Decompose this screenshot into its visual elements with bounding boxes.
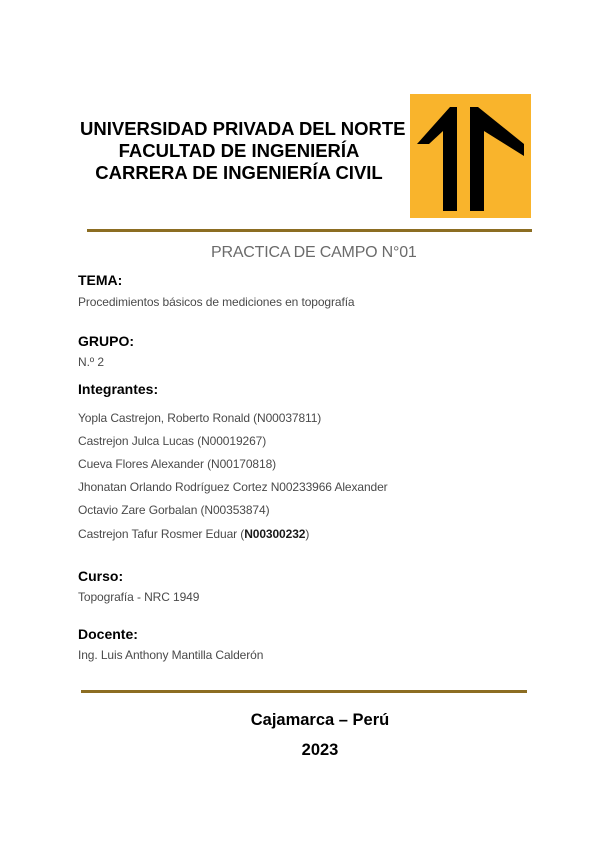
grupo-label: GRUPO: [78,333,134,349]
university-name: UNIVERSIDAD PRIVADA DEL NORTE [80,118,406,139]
member-suffix: ) [305,527,310,541]
logo-mark-icon [410,94,531,218]
docente-value: Ing. Luis Anthony Mantilla Calderón [78,648,264,662]
bottom-rule [81,690,527,693]
top-rule [87,229,532,232]
member-item: Octavio Zare Gorbalan (N00353874) [78,503,270,517]
career-name: CARRERA DE INGENIERÍA CIVIL [95,162,383,183]
member-item [78,527,309,541]
curso-value: Topografía - NRC 1949 [78,590,200,604]
tema-label: TEMA: [78,272,123,288]
docente-label: Docente: [78,626,138,642]
member-code: N00300232 [244,527,306,541]
grupo-value: N.º 2 [78,355,104,369]
footer-year: 2023 [301,741,339,759]
curso-label: Curso: [78,568,124,584]
member-item: Yopla Castrejon, Roberto Ronald (N00037811) [78,411,322,425]
member-item: Cueva Flores Alexander (N00170818) [78,457,277,471]
document-title: PRACTICA DE CAMPO N°01 [211,244,417,261]
integrantes-label: Integrantes: [78,381,159,397]
faculty-name: FACULTAD DE INGENIERÍA [118,140,360,161]
tema-value: Procedimientos básicos de mediciones en topografía [78,295,355,309]
university-logo [410,94,531,218]
footer-place: Cajamarca – Perú [250,711,390,729]
member-item: Castrejon Julca Lucas (N00019267) [78,434,267,448]
member-item: Jhonatan Orlando Rodríguez Cortez N00233966 Alexander [78,480,388,494]
member-prefix: Castrejon Tafur Rosmer Eduar ( [78,527,245,541]
